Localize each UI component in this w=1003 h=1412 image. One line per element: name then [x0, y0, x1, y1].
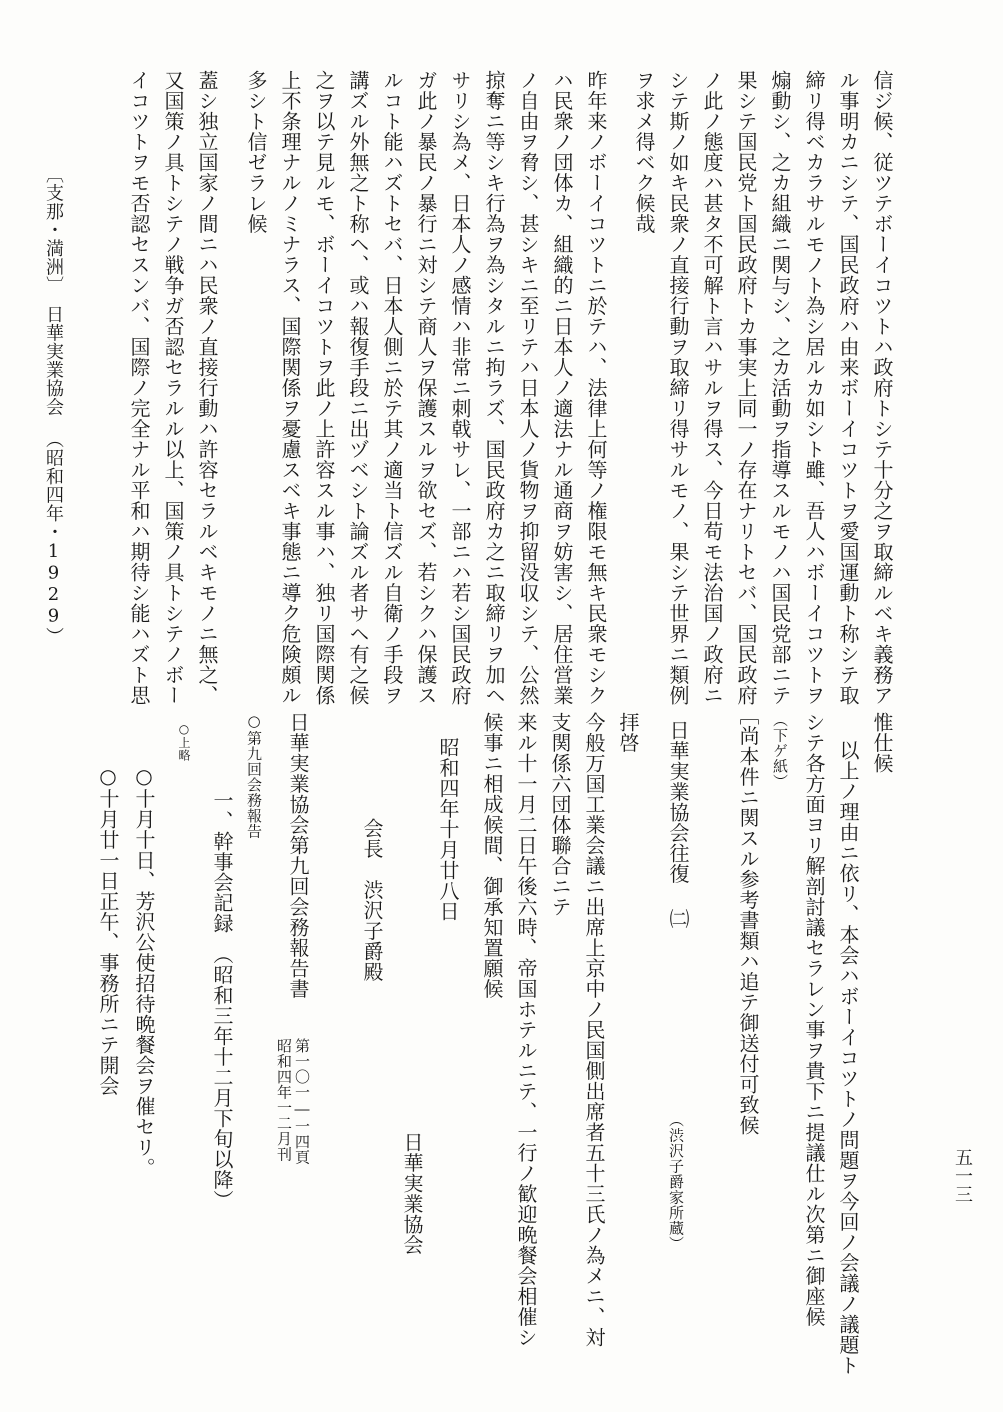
- text-column: 支関係六団体聯合ニテ: [548, 712, 572, 917]
- text-column: 蓋シ独立国家ノ間ニハ民衆ノ直接行動ハ許容セラルベキモノニ無之、: [195, 70, 219, 706]
- text-column: シテ各方面ヨリ解剖討議セラレン事ヲ貴下ニ提議仕ル次第ニ御座候: [802, 712, 826, 1327]
- text-column: 煽動シ、之カ組織ニ関与シ、之カ活動ヲ指導スルモノハ国民党部ニテ: [768, 70, 792, 706]
- text-column: 候事ニ相成候間、御承知置願候: [480, 712, 504, 999]
- text-column: ル事明カニシテ、国民政府ハ由来ボーイコツトヲ愛国運動ト称シテ取: [836, 70, 860, 706]
- report-title: 日華実業協会第九回会務報告書: [286, 712, 310, 999]
- text-column: 多シト信ゼラレ候: [244, 70, 268, 234]
- text-column: 昨年来ノボーイコツトニ於テハ、法律上何等ノ権限モ無キ民衆モシク: [584, 70, 608, 706]
- text-column: ハ民衆ノ団体カ、組織的ニ日本人ノ適法ナル通商ヲ妨害シ、居住営業: [550, 70, 574, 706]
- text-column: 惟仕候: [870, 712, 894, 774]
- record-entry: ○十月廿一日正午、事務所ニテ開会: [96, 764, 120, 1096]
- section-title: 日華実業協会往復 ㈡: [666, 720, 690, 929]
- report-info-date: 昭和四年一二月刊: [275, 1038, 293, 1162]
- text-column: 又国策ノ具トシテノ戦争ガ否認セラルル以上、国策ノ具トシテノボー: [161, 70, 185, 706]
- letter-recipient: 会長 渋沢子爵殿: [360, 818, 384, 982]
- section-heading: ○第九回会務報告: [245, 712, 263, 839]
- text-column: 之ヲ以テ見ルモ、ボーイコツトヲ此ノ上許容スル事ハ、独リ国際関係: [312, 70, 336, 706]
- text-column: 締リ得ベカラサルモノト為シ居ルカ如シト雖、吾人ハボーイコツトヲ: [802, 70, 826, 706]
- text-column: 講ズル外無之ト称ヘ、或ハ報復手段ニ出ヅベシト論ズル者サヘ有之候: [346, 70, 370, 706]
- text-column: 果シテ国民党ト国民政府トカ事実上同一ノ存在ナリトセバ、国民政府: [734, 70, 758, 706]
- text-column: 信ジ候、従ツテボーイコツトハ政府トシテ十分之ヲ取締ルベキ義務ア: [870, 70, 894, 706]
- text-column: ガ此ノ暴民ノ暴行ニ対シテ商人ヲ保護スルヲ欲セズ、若シクハ保護ス: [414, 70, 438, 706]
- text-column: 掠奪ニ等シキ行為ヲ為シタルニ拘ラズ、国民政府カ之ニ取締リヲ加ヘ: [482, 70, 506, 706]
- text-column: イコツトヲモ否認セスンバ、国際ノ完全ナル平和ハ期待シ能ハズト思: [127, 70, 151, 706]
- text-column: ノ自由ヲ脅シ、甚シキニ至リテハ日本人ノ貨物ヲ抑留没収シテ、公然: [516, 70, 540, 706]
- omission-mark: ○上略: [177, 722, 191, 762]
- source-note: （渋沢子爵家所蔵）: [667, 1112, 685, 1252]
- text-column: 今般万国工業会議ニ出席上京中ノ民国側出席者五十三氏ノ為メニ、対: [582, 712, 606, 1348]
- text-column: ルコト能ハズトセバ、日本人側ニ於テ其ノ適当ト信ズル自衛ノ手段ヲ: [380, 70, 404, 706]
- text-column: 上不条理ナルノミナラス、国際関係ヲ憂慮スベキ事態ニ導ク危険頗ル: [278, 70, 302, 706]
- record-entry: ○十月十日、芳沢公使招待晩餐会ヲ催セリ。: [132, 764, 156, 1178]
- page-number: 五一三: [952, 1148, 973, 1204]
- subsection-heading: 一、幹事会記録 （昭和三年十二月下旬以降）: [210, 790, 234, 1211]
- text-column: 来ル十一月二日午後六時、帝国ホテルニテ、一行ノ歓迎晩餐会相催シ: [514, 712, 538, 1348]
- header-publisher: 日華実業協会: [43, 305, 64, 416]
- text-column: サリシ為メ、日本人ノ感情ハ非常ニ刺戟サレ、一部ニハ若シ国民政府: [448, 70, 472, 706]
- text-column: 以上ノ理由ニ依リ、本会ハボーイコツトノ問題ヲ今回ノ会議ノ議題ト: [836, 740, 860, 1376]
- letter-sender: 日華実業協会: [400, 1132, 424, 1255]
- salutation: 拝啓: [616, 712, 640, 753]
- note-label: （下ゲ紙）: [771, 712, 789, 790]
- text-column: ノ此ノ態度ハ甚タ不可解ト言ハサルヲ得ス、今日苟モ法治国ノ政府ニ: [700, 70, 724, 706]
- header-year: （昭和四年・1929）: [43, 430, 64, 646]
- note-text: ［尚本件ニ関スル参考書類ハ追テ御送付可致候: [736, 705, 760, 1136]
- report-info-pages: 第一〇一―一四頁: [293, 1038, 311, 1165]
- text-column: シテ斯ノ如キ民衆ノ直接行動ヲ取締リ得サルモノ、果シテ世界ニ類例: [666, 70, 690, 706]
- header-section: 〔支那・満洲〕: [43, 165, 64, 295]
- text-column: ヲ求メ得ベク候哉: [632, 70, 656, 234]
- letter-date: 昭和四年十月廿八日: [436, 737, 460, 922]
